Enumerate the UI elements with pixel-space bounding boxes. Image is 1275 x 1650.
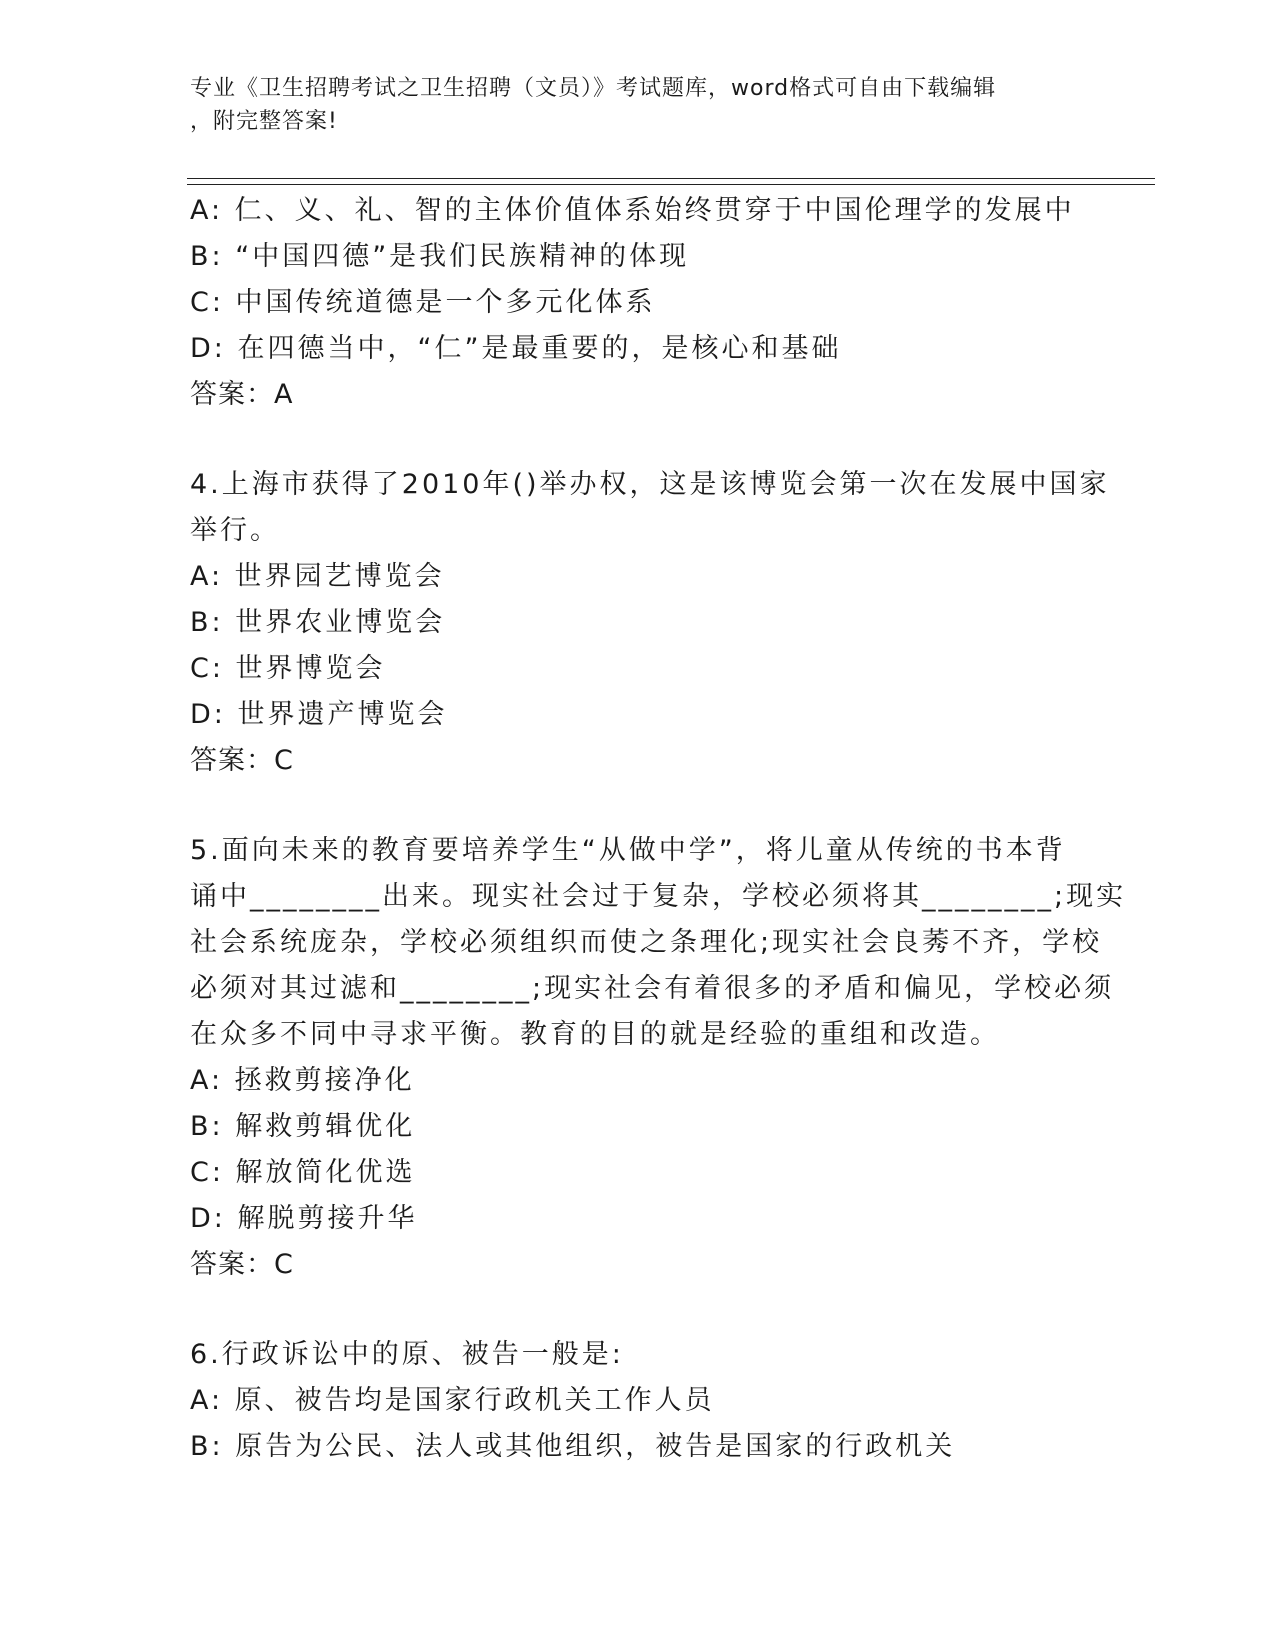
option-c: C: 中国传统道德是一个多元化体系: [190, 287, 656, 318]
option-d: D: 在四德当中，“仁”是最重要的，是核心和基础: [190, 333, 842, 364]
stem-line: 在众多不同中寻求平衡。教育的目的就是经验的重组和改造。: [190, 1019, 1000, 1050]
question-stem: [190, 462, 1110, 554]
question-list: [190, 188, 1127, 1470]
question-5: [190, 828, 1127, 1288]
option-a: A: 仁、义、礼、智的主体价值体系始终贯穿于中国伦理学的发展中: [190, 195, 1075, 226]
stem-line: 4.上海市获得了2010年()举办权，这是该博览会第一次在发展中国家: [190, 469, 1110, 500]
option-a: A: 原、被告均是国家行政机关工作人员: [190, 1385, 715, 1416]
option-a: A: 世界园艺博览会: [190, 561, 445, 592]
option-b: B: 世界农业博览会: [190, 607, 446, 638]
option-c: C: 世界博览会: [190, 653, 386, 684]
document-header: [190, 72, 1070, 138]
option-c: C: 解放简化优选: [190, 1157, 416, 1188]
option-d: D: 世界遗产博览会: [190, 699, 448, 730]
stem-line: 举行。: [190, 515, 280, 546]
stem-line: 5.面向未来的教育要培养学生“从做中学”，将儿童从传统的书本背: [190, 835, 1066, 866]
option-b: B: “中国四德”是我们民族精神的体现: [190, 241, 690, 272]
header-divider-top: [187, 178, 1155, 179]
question-stem: [190, 1332, 1090, 1378]
question-stem: [190, 828, 1127, 1058]
header-line-1: 专业《卫生招聘考试之卫生招聘（文员）》考试题库，word格式可自由下载编辑: [190, 76, 997, 101]
answer-label: 答案：A: [190, 379, 294, 410]
stem-line: 诵中________出来。现实社会过于复杂，学校必须将其________;现实: [190, 881, 1127, 912]
question-4: [190, 462, 1110, 784]
stem-line: 社会系统庞杂，学校必须组织而使之条理化;现实社会良莠不齐，学校: [190, 927, 1103, 958]
stem-line: 必须对其过滤和________;现实社会有着很多的矛盾和偏见，学校必须: [190, 973, 1115, 1004]
option-b: B: 原告为公民、法人或其他组织，被告是国家的行政机关: [190, 1431, 956, 1462]
question-6: [190, 1332, 1090, 1470]
question-3: [190, 188, 1090, 418]
option-d: D: 解脱剪接升华: [190, 1203, 418, 1234]
stem-line: 6.行政诉讼中的原、被告一般是:: [190, 1339, 624, 1370]
answer-label: 答案：C: [190, 745, 294, 776]
option-a: A: 拯救剪接净化: [190, 1065, 415, 1096]
option-b: B: 解救剪辑优化: [190, 1111, 416, 1142]
header-divider-bottom: [187, 184, 1155, 185]
header-line-2: ，附完整答案!: [190, 109, 338, 134]
answer-label: 答案：C: [190, 1249, 294, 1280]
